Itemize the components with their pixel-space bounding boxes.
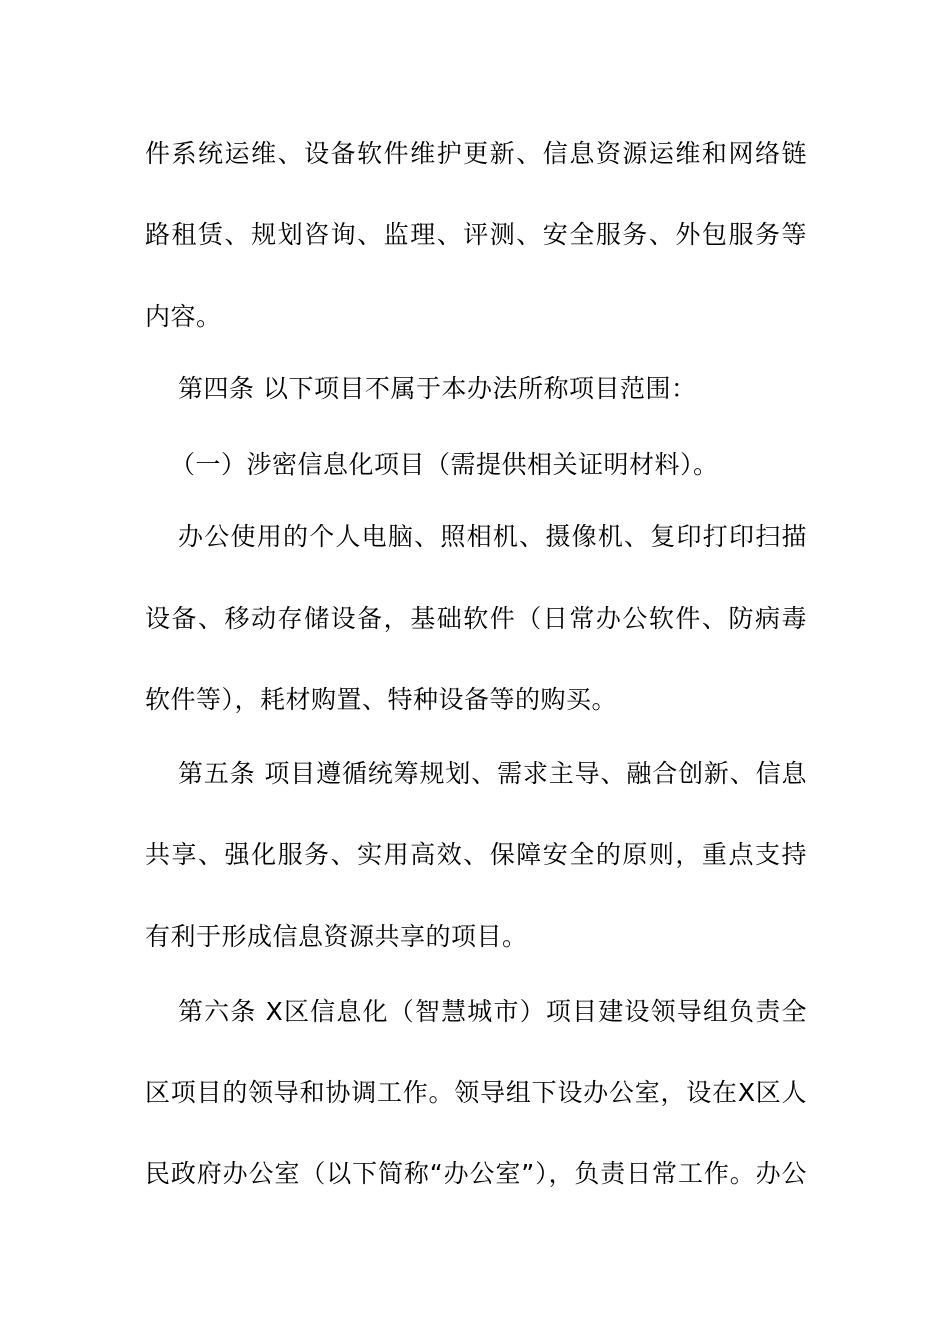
text-line: 内容。: [145, 302, 222, 331]
text-line: 共享、强化服务、实用高效、保障安全的原则，重点支持: [145, 840, 807, 869]
text-line: 路租赁、规划咨询、监理、评测、安全服务、外包服务等: [145, 220, 807, 249]
text-line: （一）涉密信息化项目（需提供相关证明材料）。: [170, 450, 719, 479]
article-heading: 第四条 以下项目不属于本办法所称项目范围：: [178, 374, 697, 403]
text-line: 有利于形成信息资源共享的项目。: [145, 922, 528, 951]
text-line: 民政府办公室（以下简称“办公室”），负责日常工作。办公: [145, 1159, 807, 1188]
text-line: 件系统运维、设备软件维护更新、信息资源运维和网络链: [145, 139, 807, 168]
text-line: 办公使用的个人电脑、照相机、摄像机、复印打印扫描: [178, 522, 807, 551]
text-line: 软件等），耗材购置、特种设备等的购买。: [145, 685, 618, 714]
article-heading: 第五条 项目遵循统筹规划、需求主导、融合创新、信息: [178, 759, 807, 788]
text-line: 区项目的领导和协调工作。领导组下设办公室，设在X区人: [145, 1078, 807, 1107]
text-line: 设备、移动存储设备，基础软件（日常办公软件、防病毒: [145, 604, 807, 633]
article-heading: 第六条 X区信息化（智慧城市）项目建设领导组负责全: [178, 997, 807, 1026]
